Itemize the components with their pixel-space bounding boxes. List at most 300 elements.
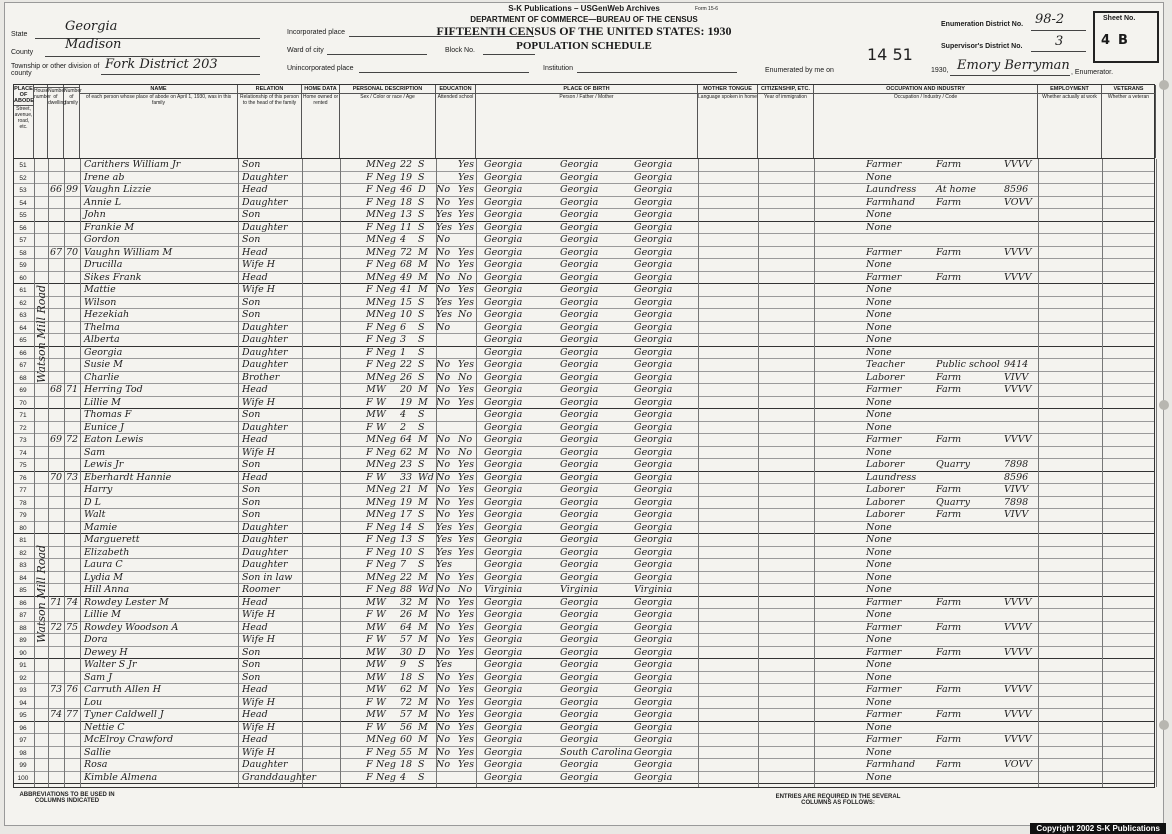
mother-birthplace: Georgia bbox=[634, 234, 673, 245]
father-birthplace: Georgia bbox=[560, 471, 599, 483]
person-name: D L bbox=[84, 496, 101, 508]
birthplace: Georgia bbox=[484, 284, 523, 295]
person-name: Lewis Jr bbox=[84, 459, 124, 470]
marital-status: M bbox=[418, 446, 428, 458]
person-name: Susie M bbox=[84, 359, 123, 370]
birthplace: Georgia bbox=[484, 271, 523, 283]
can-read: Yes bbox=[458, 534, 474, 545]
race: Neg bbox=[376, 584, 397, 595]
attended-school: No bbox=[436, 321, 451, 333]
attended-school: No bbox=[436, 646, 451, 658]
column-label: Number of family bbox=[64, 88, 82, 106]
column-header bbox=[14, 85, 34, 158]
census-row bbox=[14, 647, 1154, 660]
occupation: Laborer bbox=[866, 371, 905, 383]
mother-birthplace: Georgia bbox=[634, 284, 673, 295]
mother-birthplace: Georgia bbox=[634, 271, 673, 283]
attended-school: No bbox=[436, 271, 451, 283]
person-name: Rosa bbox=[84, 759, 108, 770]
year-label: 1930, bbox=[931, 67, 949, 74]
line-number: 95 bbox=[19, 712, 27, 719]
father-birthplace: Georgia bbox=[560, 709, 599, 720]
birthplace: Georgia bbox=[484, 684, 523, 695]
relation: Son bbox=[242, 671, 261, 683]
occupation: None bbox=[866, 559, 892, 570]
enum-district-value: 98-2 bbox=[1035, 12, 1065, 27]
person-name: Laura C bbox=[84, 559, 123, 570]
marital-status: M bbox=[418, 484, 428, 495]
person-name: Sam bbox=[84, 446, 106, 458]
father-birthplace: Georgia bbox=[560, 646, 599, 658]
block-label: Block No. bbox=[445, 47, 475, 54]
census-row bbox=[14, 484, 1154, 497]
industry: Farm bbox=[936, 196, 962, 208]
mother-birthplace: Georgia bbox=[634, 446, 673, 458]
race: Neg bbox=[376, 534, 397, 545]
line-number: 62 bbox=[19, 299, 27, 307]
race: Neg bbox=[376, 334, 397, 345]
sex: M bbox=[366, 159, 376, 170]
sex: F bbox=[366, 471, 373, 483]
person-name: Rowdey Woodson A bbox=[84, 621, 179, 633]
relation: Head bbox=[242, 434, 268, 445]
mother-birthplace: Georgia bbox=[634, 434, 673, 445]
attended-school: No bbox=[436, 509, 451, 520]
occupation-code: VVVV bbox=[1004, 734, 1032, 745]
race: W bbox=[376, 646, 386, 658]
race: Neg bbox=[376, 746, 397, 758]
mother-birthplace: Georgia bbox=[634, 259, 673, 270]
father-birthplace: Georgia bbox=[560, 396, 599, 408]
column-group-label: RELATION bbox=[238, 85, 301, 94]
family-number: 99 bbox=[66, 184, 79, 195]
father-birthplace: Virginia bbox=[560, 584, 599, 595]
mother-birthplace: Georgia bbox=[634, 246, 673, 258]
column-label: Person / Father / Mother bbox=[559, 94, 614, 100]
mother-birthplace: Georgia bbox=[634, 609, 673, 620]
relation: Daughter bbox=[242, 171, 288, 183]
marital-status: S bbox=[418, 509, 425, 520]
attended-school: No bbox=[436, 384, 451, 395]
census-row bbox=[14, 634, 1154, 647]
census-row bbox=[14, 372, 1154, 385]
line-number: 60 bbox=[19, 274, 27, 282]
occupation: None bbox=[866, 671, 892, 683]
person-name: Lou bbox=[84, 696, 103, 708]
census-row bbox=[14, 322, 1154, 335]
line-number: 92 bbox=[19, 674, 27, 682]
sex: M bbox=[366, 621, 376, 633]
column-rule bbox=[814, 159, 815, 787]
publisher-line: S-K Publications – USGenWeb Archives bbox=[508, 4, 660, 13]
race: W bbox=[376, 621, 386, 633]
can-read: Yes bbox=[458, 396, 474, 408]
occupation: None bbox=[866, 209, 892, 220]
census-row bbox=[14, 159, 1154, 172]
race: W bbox=[376, 634, 386, 645]
can-read: Yes bbox=[458, 746, 474, 758]
birthplace: Georgia bbox=[484, 759, 523, 770]
sex: F bbox=[366, 746, 373, 758]
column-rule bbox=[340, 159, 341, 787]
census-row bbox=[14, 609, 1154, 622]
race: Neg bbox=[376, 246, 397, 258]
occupation: Farmer bbox=[866, 734, 902, 745]
census-row bbox=[14, 684, 1154, 697]
race: Neg bbox=[376, 521, 397, 533]
relation: Daughter bbox=[242, 421, 288, 433]
mother-birthplace: Georgia bbox=[634, 421, 673, 433]
can-read: Yes bbox=[458, 596, 474, 608]
occupation-code: 7898 bbox=[1004, 459, 1029, 470]
census-row bbox=[14, 397, 1154, 410]
marital-status: M bbox=[418, 721, 428, 733]
birthplace: Georgia bbox=[484, 596, 523, 608]
sex: M bbox=[366, 671, 376, 683]
birthplace: Georgia bbox=[484, 459, 523, 470]
industry: Farm bbox=[936, 434, 962, 445]
occupation-code: VVVV bbox=[1004, 384, 1032, 395]
birthplace: Georgia bbox=[484, 359, 523, 370]
attended-school: No bbox=[436, 734, 451, 745]
marital-status: M bbox=[418, 734, 428, 745]
occupation: Laundress bbox=[866, 471, 917, 483]
relation: Head bbox=[242, 471, 268, 483]
can-read: Yes bbox=[458, 259, 474, 270]
occupation-code: VIVV bbox=[1004, 509, 1029, 520]
line-number: 75 bbox=[19, 462, 27, 469]
entries-required-heading: ENTRIES ARE REQUIRED IN THE SEVERAL COLUMNS AS FOLLOWS: bbox=[775, 794, 901, 806]
column-label: Occupation / Industry / Code bbox=[893, 94, 958, 100]
line-number: 72 bbox=[19, 424, 27, 432]
family-number: 74 bbox=[66, 596, 79, 608]
mother-birthplace: Georgia bbox=[634, 696, 673, 708]
person-name: John bbox=[84, 209, 106, 220]
father-birthplace: Georgia bbox=[560, 284, 599, 295]
age: 13 bbox=[400, 209, 413, 220]
attended-school: No bbox=[436, 596, 451, 608]
mother-birthplace: Georgia bbox=[634, 534, 673, 545]
column-group-label: HOME DATA bbox=[302, 85, 339, 94]
person-name: Thomas F bbox=[84, 409, 132, 420]
ward-underline bbox=[327, 54, 427, 55]
line-number: 91 bbox=[19, 662, 27, 669]
state-value: Georgia bbox=[65, 19, 118, 34]
race: Neg bbox=[376, 434, 397, 445]
birthplace: Georgia bbox=[484, 434, 523, 445]
mother-birthplace: Georgia bbox=[634, 346, 673, 358]
person-name: Eaton Lewis bbox=[84, 434, 144, 445]
birthplace: Georgia bbox=[484, 509, 523, 520]
marital-status: M bbox=[418, 634, 428, 645]
census-row bbox=[14, 722, 1154, 735]
birthplace: Georgia bbox=[484, 446, 523, 458]
race: W bbox=[376, 696, 386, 708]
sex: F bbox=[366, 696, 373, 708]
sheet-number-label: Sheet No. bbox=[1103, 15, 1136, 22]
attended-school: No bbox=[436, 496, 451, 508]
mother-birthplace: Georgia bbox=[634, 484, 673, 495]
occupation-code: VVVV bbox=[1004, 621, 1032, 633]
line-number: 79 bbox=[19, 512, 27, 519]
father-birthplace: Georgia bbox=[560, 671, 599, 683]
age: 1 bbox=[400, 346, 407, 358]
father-birthplace: Georgia bbox=[560, 484, 599, 495]
census-row bbox=[14, 259, 1154, 272]
person-name: Hezekiah bbox=[84, 309, 130, 320]
person-name: Sam J bbox=[84, 671, 113, 683]
attended-school: No bbox=[436, 459, 451, 470]
attended-school: No bbox=[436, 371, 451, 383]
sex: F bbox=[366, 546, 373, 558]
industry: Farm bbox=[936, 246, 962, 258]
birthplace: Georgia bbox=[484, 409, 523, 420]
column-group-label: VETERANS bbox=[1102, 85, 1155, 94]
column-rule bbox=[34, 159, 35, 787]
industry: Farm bbox=[936, 509, 962, 520]
father-birthplace: Georgia bbox=[560, 634, 599, 645]
census-row bbox=[14, 672, 1154, 685]
age: 62 bbox=[400, 684, 413, 695]
race: Neg bbox=[376, 771, 397, 783]
column-label: Attended school bbox=[437, 94, 474, 100]
line-number: 74 bbox=[19, 449, 27, 457]
relation: Daughter bbox=[242, 221, 288, 233]
person-name: Frankie M bbox=[84, 221, 135, 233]
census-grid bbox=[13, 84, 1155, 788]
marital-status: S bbox=[418, 171, 425, 183]
age: 15 bbox=[400, 296, 413, 308]
relation: Head bbox=[242, 184, 268, 195]
age: 33 bbox=[400, 471, 413, 483]
mother-birthplace: Georgia bbox=[634, 634, 673, 645]
sex: M bbox=[366, 659, 376, 670]
can-read: Yes bbox=[458, 184, 474, 195]
occupation-code: VVVV bbox=[1004, 159, 1032, 170]
line-number: 64 bbox=[19, 324, 27, 332]
line-number: 86 bbox=[19, 599, 27, 607]
occupation: None bbox=[866, 521, 892, 533]
occupation: None bbox=[866, 571, 892, 583]
father-birthplace: Georgia bbox=[560, 159, 599, 170]
birthplace: Georgia bbox=[484, 196, 523, 208]
person-name: Mamie bbox=[84, 521, 118, 533]
relation: Son bbox=[242, 159, 261, 170]
can-read: Yes bbox=[458, 159, 474, 170]
sex: M bbox=[366, 434, 376, 445]
column-rule bbox=[64, 159, 65, 787]
age: 3 bbox=[400, 334, 407, 345]
relation: Head bbox=[242, 684, 268, 695]
father-birthplace: Georgia bbox=[560, 534, 599, 545]
marital-status: S bbox=[418, 209, 425, 220]
sex: F bbox=[366, 221, 373, 233]
column-label: Home owned or rented bbox=[302, 94, 339, 106]
family-number: 75 bbox=[66, 621, 79, 633]
mother-birthplace: Georgia bbox=[634, 221, 673, 233]
enumerated-label: Enumerated by me on bbox=[765, 67, 834, 74]
birthplace: Georgia bbox=[484, 309, 523, 320]
relation: Daughter bbox=[242, 346, 288, 358]
father-birthplace: Georgia bbox=[560, 359, 599, 370]
marital-status: D bbox=[418, 646, 426, 658]
can-read: Yes bbox=[458, 296, 474, 308]
person-name: Lillie M bbox=[84, 609, 121, 620]
sex: M bbox=[366, 309, 376, 320]
relation: Son bbox=[242, 409, 261, 420]
relation: Head bbox=[242, 734, 268, 745]
mother-birthplace: Georgia bbox=[634, 546, 673, 558]
mother-birthplace: Georgia bbox=[634, 296, 673, 308]
census-row bbox=[14, 534, 1154, 547]
occupation-code: VVVV bbox=[1004, 684, 1032, 695]
binder-hole bbox=[1159, 80, 1169, 90]
column-label: Number of dwelling bbox=[48, 88, 67, 106]
line-number: 69 bbox=[19, 387, 27, 394]
line-number: 88 bbox=[19, 624, 27, 632]
occupation: None bbox=[866, 696, 892, 708]
relation: Head bbox=[242, 621, 268, 633]
age: 72 bbox=[400, 246, 413, 258]
occupation-code: VVVV bbox=[1004, 709, 1032, 720]
age: 11 bbox=[400, 221, 413, 233]
relation: Wife H bbox=[242, 746, 276, 758]
line-number: 81 bbox=[19, 537, 27, 544]
birthplace: Georgia bbox=[484, 634, 523, 645]
relation: Head bbox=[242, 709, 268, 720]
column-label: Whether actually at work bbox=[1042, 94, 1097, 100]
sex: F bbox=[366, 584, 373, 595]
marital-status: S bbox=[418, 546, 425, 558]
occupation: Farmer bbox=[866, 646, 902, 658]
relation: Head bbox=[242, 246, 268, 258]
marital-status: M bbox=[418, 384, 428, 395]
sex: M bbox=[366, 496, 376, 508]
father-birthplace: Georgia bbox=[560, 571, 599, 583]
attended-school: No bbox=[436, 446, 451, 458]
column-label: House number bbox=[34, 88, 51, 100]
father-birthplace: Georgia bbox=[560, 446, 599, 458]
person-name: Eberhardt Hannie bbox=[84, 471, 172, 483]
age: 19 bbox=[400, 171, 413, 183]
age: 14 bbox=[400, 521, 413, 533]
father-birthplace: Georgia bbox=[560, 271, 599, 283]
birthplace: Georgia bbox=[484, 709, 523, 720]
father-birthplace: Georgia bbox=[560, 234, 599, 245]
sex: F bbox=[366, 421, 373, 433]
occupation: Farmhand bbox=[866, 759, 916, 770]
sex: M bbox=[366, 709, 376, 720]
attended-school: No bbox=[436, 684, 451, 695]
age: 22 bbox=[400, 571, 413, 583]
column-header bbox=[34, 85, 51, 158]
sex: M bbox=[366, 209, 376, 220]
attended-school: No bbox=[436, 259, 451, 270]
age: 62 bbox=[400, 446, 413, 458]
birthplace: Georgia bbox=[484, 571, 523, 583]
occupation: None bbox=[866, 634, 892, 645]
family-number: 73 bbox=[66, 471, 79, 483]
sex: F bbox=[366, 446, 373, 458]
father-birthplace: Georgia bbox=[560, 209, 599, 220]
occupation: None bbox=[866, 171, 892, 183]
can-read: No bbox=[458, 371, 473, 383]
occupation: None bbox=[866, 284, 892, 295]
race: Neg bbox=[376, 234, 397, 245]
marital-status: S bbox=[418, 371, 425, 383]
mother-birthplace: Georgia bbox=[634, 646, 673, 658]
census-row bbox=[14, 284, 1154, 297]
race: W bbox=[376, 421, 386, 433]
marital-status: Wd bbox=[418, 471, 434, 483]
family-number: 71 bbox=[66, 384, 79, 395]
relation: Son bbox=[242, 234, 261, 245]
marital-status: M bbox=[418, 609, 428, 620]
race: Neg bbox=[376, 371, 397, 383]
father-birthplace: Georgia bbox=[560, 559, 599, 570]
county-value: Madison bbox=[65, 37, 122, 52]
age: 13 bbox=[400, 534, 413, 545]
census-row bbox=[14, 197, 1154, 210]
person-name: Walter S Jr bbox=[84, 659, 137, 670]
can-read: Yes bbox=[458, 384, 474, 395]
occupation: None bbox=[866, 396, 892, 408]
industry: Farm bbox=[936, 271, 962, 283]
race: W bbox=[376, 709, 386, 720]
person-name: Sallie bbox=[84, 746, 111, 758]
line-number: 63 bbox=[19, 312, 27, 319]
column-rule bbox=[302, 159, 303, 787]
father-birthplace: Georgia bbox=[560, 546, 599, 558]
relation: Daughter bbox=[242, 196, 288, 208]
industry: Quarry bbox=[936, 496, 971, 508]
census-row bbox=[14, 297, 1154, 310]
industry: Public school bbox=[936, 359, 1000, 370]
census-row bbox=[14, 759, 1154, 772]
father-birthplace: Georgia bbox=[560, 346, 599, 358]
line-number: 76 bbox=[19, 474, 27, 482]
attended-school: Yes bbox=[436, 659, 452, 670]
father-birthplace: Georgia bbox=[560, 259, 599, 270]
mother-birthplace: Georgia bbox=[634, 509, 673, 520]
census-row bbox=[14, 697, 1154, 710]
dwelling-number: 66 bbox=[50, 184, 63, 195]
mother-birthplace: Georgia bbox=[634, 596, 673, 608]
mother-birthplace: Georgia bbox=[634, 496, 673, 508]
birthplace: Georgia bbox=[484, 621, 523, 633]
can-read: Yes bbox=[458, 684, 474, 695]
attended-school: Yes bbox=[436, 546, 452, 558]
occupation: None bbox=[866, 546, 892, 558]
line-number: 56 bbox=[19, 224, 27, 232]
occupation-code: VVVV bbox=[1004, 434, 1032, 445]
age: 72 bbox=[400, 696, 413, 708]
father-birthplace: Georgia bbox=[560, 171, 599, 183]
father-birthplace: Georgia bbox=[560, 659, 599, 670]
sex: M bbox=[366, 271, 376, 283]
mother-birthplace: Georgia bbox=[634, 371, 673, 383]
father-birthplace: Georgia bbox=[560, 721, 599, 733]
attended-school: Yes bbox=[436, 309, 452, 320]
column-group-label: EMPLOYMENT bbox=[1038, 85, 1101, 94]
dwelling-number: 69 bbox=[50, 434, 63, 445]
column-group-label: PERSONAL DESCRIPTION bbox=[340, 85, 435, 94]
person-name: Vaughn William M bbox=[84, 246, 173, 258]
can-read: Yes bbox=[458, 571, 474, 583]
attended-school: No bbox=[436, 184, 451, 195]
sex: F bbox=[366, 759, 373, 770]
birthplace: Georgia bbox=[484, 646, 523, 658]
